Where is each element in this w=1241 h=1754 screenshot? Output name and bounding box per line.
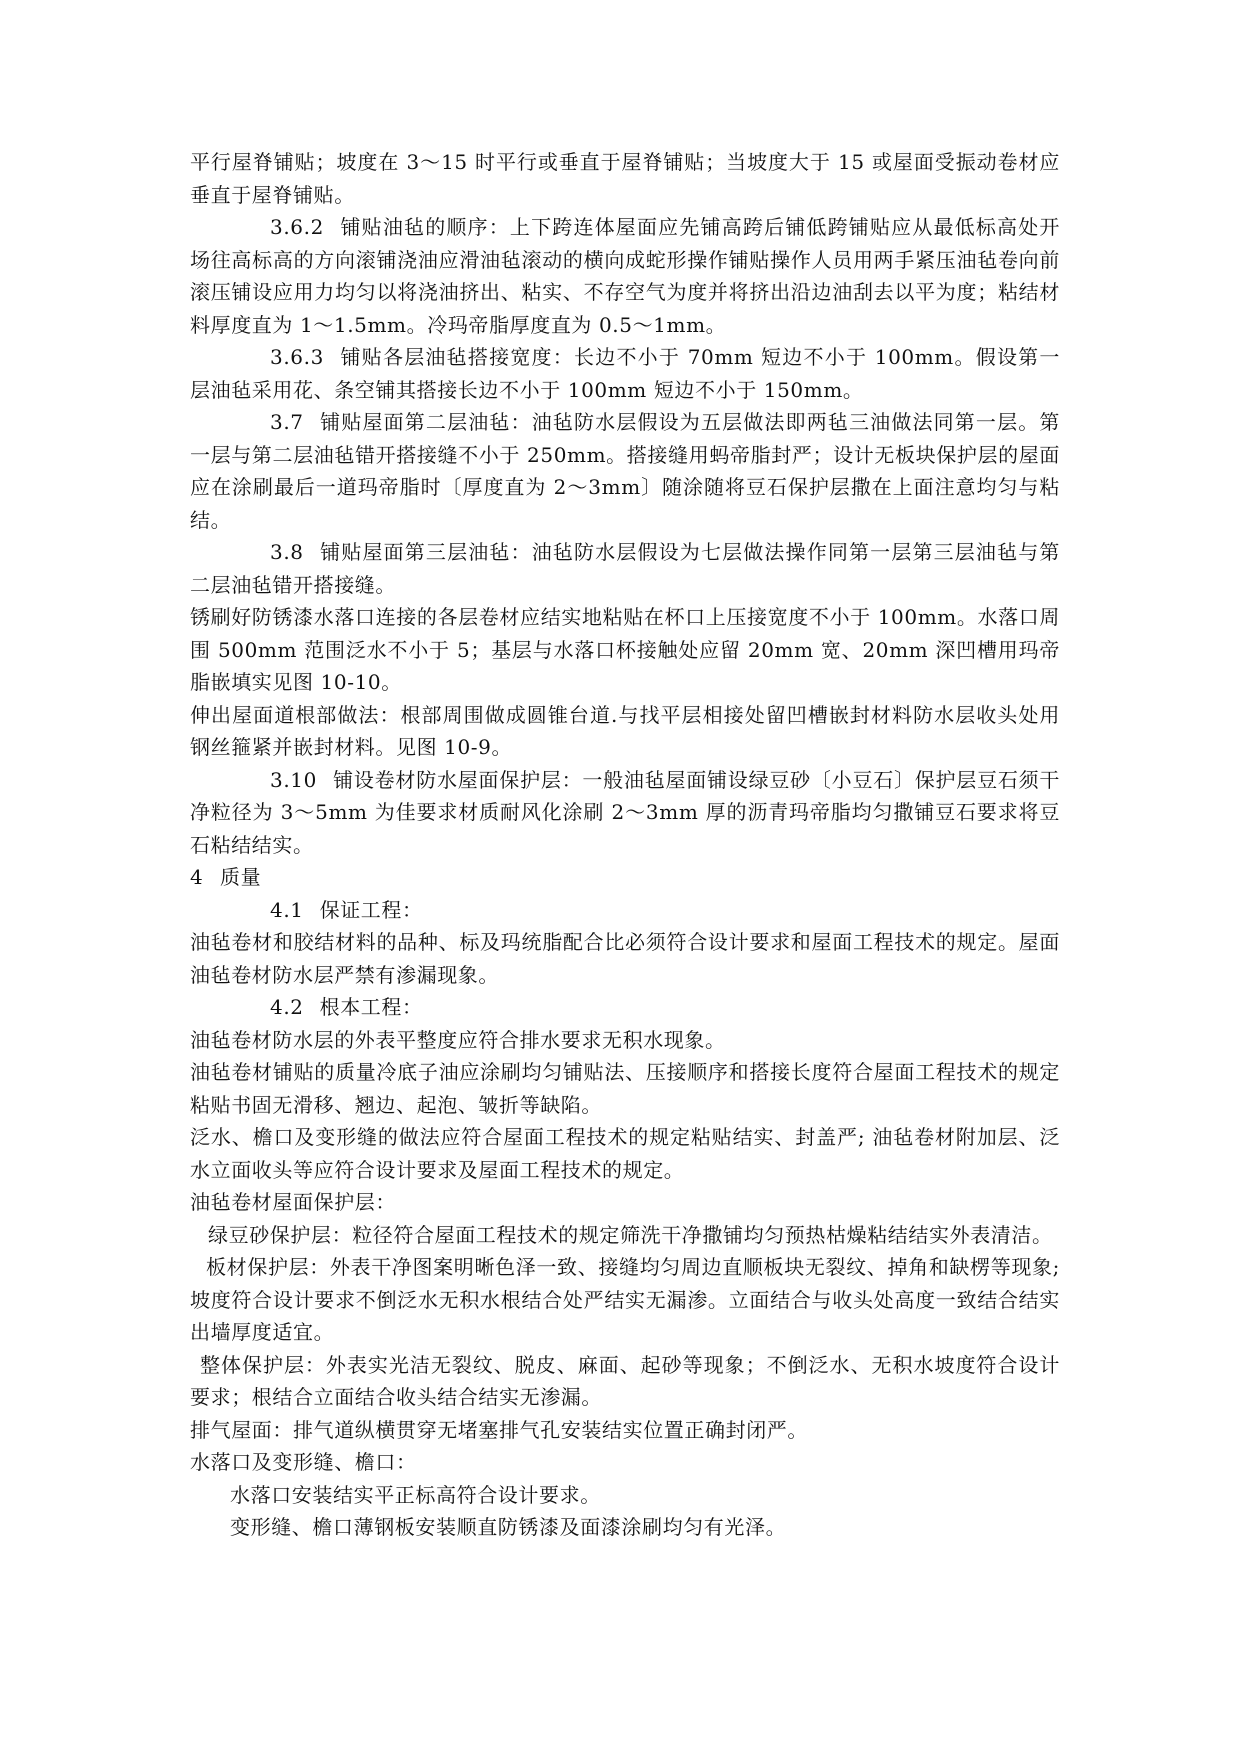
section-3-10 bbox=[190, 764, 1060, 862]
paragraph-text: 铺贴屋面第二层油毡：油毡防水层假设为五层做法即两毡三油做法同第一层。第一层与第二层油毡错开搭接缝不小于 250mm。搭接缝用蚂帝脂封严；设计无板块保护层的屋面应在涂刷最后一道玛帝脂时〔厚度直为 2～3mm〕随涂随将豆石保护层撒在上面注意均匀与粘结。 bbox=[190, 410, 1060, 532]
section-number: 3.7 bbox=[270, 410, 304, 434]
section-3-7 bbox=[190, 406, 1060, 536]
paragraph-materials-guarantee bbox=[190, 926, 1060, 991]
section-number: 4.2 bbox=[270, 995, 304, 1019]
paragraph-pipe-root bbox=[190, 699, 1060, 764]
paragraph-text: 油毡卷材和胶结材料的品种、标及玛统脂配合比必须符合设计要求和屋面工程技术的规定。屋面油毡卷材防水层严禁有渗漏现象。 bbox=[190, 930, 1060, 987]
section-number: 3.10 bbox=[270, 767, 317, 792]
paragraph-green-sand-layer bbox=[190, 1219, 1060, 1252]
paragraph-flashing bbox=[190, 1121, 1060, 1186]
section-number: 4 bbox=[190, 865, 204, 889]
paragraph-text: 变形缝、檐口薄钢板安装顺直防锈漆及面漆涂刷均匀有光泽。 bbox=[230, 1515, 787, 1539]
paragraph-text: 平行屋脊铺贴；坡度在 3～15 时平行或垂直于屋脊铺贴；当坡度大于 15 或屋面受振动卷材应垂直于屋脊铺贴。 bbox=[190, 150, 1060, 207]
paragraph-drain-install bbox=[190, 1479, 1060, 1512]
paragraph-text: 铺贴各层油毡搭接宽度：长边不小于 70mm 短边不小于 100mm。假设第一层油毡采用花、条空铺其搭接长边不小于 100mm 短边不小于 150mm。 bbox=[190, 345, 1060, 402]
paragraph-vented-roof bbox=[190, 1414, 1060, 1447]
paragraph-text: 油毡卷材铺贴的质量冷底子油应涂刷均匀铺贴法、压接顺序和搭接长度符合屋面工程技术的规定粘贴书固无滑移、翘边、起泡、皱折等缺陷。 bbox=[190, 1060, 1060, 1117]
paragraph-text: 油毡卷材屋面保护层： bbox=[190, 1190, 396, 1214]
paragraph-laying-quality bbox=[190, 1056, 1060, 1121]
paragraph-text: 整体保护层：外表实光洁无裂纹、脱皮、麻面、起砂等现象；不倒泛水、无积水坡度符合设计要求；根结合立面结合收头结合结实无渗漏。 bbox=[190, 1352, 1060, 1409]
section-3-6-3 bbox=[190, 341, 1060, 406]
paragraph-text: 根本工程： bbox=[319, 995, 423, 1019]
section-4-1 bbox=[190, 894, 1060, 927]
paragraph-protective-layer-title bbox=[190, 1186, 1060, 1219]
heading-4-quality bbox=[190, 861, 1060, 894]
paragraph-drain-outlet bbox=[190, 601, 1060, 699]
paragraph-eaves-install bbox=[190, 1511, 1060, 1544]
paragraph-text: 铺设卷材防水屋面保护层：一般油毡屋面铺设绿豆砂〔小豆石〕保护层豆石须干净粒径为 3～5mm 为佳要求材质耐风化涂刷 2～3mm 厚的沥青玛帝脂均匀撒铺豆石要求将豆石粘结结实。 bbox=[190, 767, 1060, 857]
paragraph-ridge-laying bbox=[190, 146, 1060, 211]
heading-text: 质量 bbox=[220, 865, 262, 889]
section-number: 4.1 bbox=[270, 897, 304, 922]
section-4-2 bbox=[190, 991, 1060, 1024]
paragraph-text: 油毡卷材防水层的外表平整度应符合排水要求无积水现象。 bbox=[190, 1027, 726, 1052]
section-3-8 bbox=[190, 536, 1060, 601]
paragraph-text: 保证工程： bbox=[319, 897, 423, 922]
paragraph-text: 锈刷好防锈漆水落口连接的各层卷材应结实地粘贴在杯口上压接宽度不小于 100mm。水落口周围 500mm 范围泛水不小于 5；基层与水落口杯接触处应留 20mm 宽、20mm 深凹槽用玛帝脂嵌填实见图 10-10。 bbox=[190, 605, 1060, 694]
paragraph-text: 绿豆砂保护层：粒径符合屋面工程技术的规定筛洗干净撒铺均匀预热枯燥粘结结实外表清洁。 bbox=[208, 1222, 1053, 1247]
paragraph-text: 排气屋面：排气道纵横贯穿无堵塞排气孔安装结实位置正确封闭严。 bbox=[190, 1417, 808, 1442]
paragraph-text: 泛水、檐口及变形缝的做法应符合屋面工程技术的规定粘贴结实、封盖严; 油毡卷材附加层、泛水立面收头等应符合设计要求及屋面工程技术的规定。 bbox=[190, 1125, 1060, 1182]
paragraph-text: 铺贴油毡的顺序：上下跨连体屋面应先铺高跨后铺低跨铺贴应从最低标高处开场往高标高的方向滚铺浇油应滑油毡滚动的横向成蛇形操作铺贴操作人员用两手紧压油毡卷向前滚压铺设应用力均匀以将浇油挤出、粘实、不存空气为度并将挤出沿边油刮去以平为度；粘结材料厚度直为 1～1.5mm。冷玛帝脂厚度直为 0.5～1mm。 bbox=[190, 215, 1060, 337]
paragraph-text: 水落口安装结实平正标高符合设计要求。 bbox=[230, 1482, 601, 1507]
document-body bbox=[190, 146, 1060, 1544]
paragraph-text: 伸出屋面道根部做法：根部周围做成圆锥台道.与找平层相接处留凹槽嵌封材料防水层收头处用钢丝箍紧并嵌封材料。见图 10-9。 bbox=[190, 702, 1060, 759]
paragraph-drain-eaves-title bbox=[190, 1446, 1060, 1479]
paragraph-integral-layer bbox=[190, 1349, 1060, 1414]
paragraph-text: 铺贴屋面第三层油毡：油毡防水层假设为七层做法操作同第一层第三层油毡与第二层油毡错开搭接缝。 bbox=[190, 540, 1060, 597]
section-number: 3.8 bbox=[270, 540, 304, 564]
paragraph-text: 板材保护层：外表干净图案明晰色泽一致、接缝均匀周边直顺板块无裂纹、掉角和缺楞等现象; 坡度符合设计要求不倒泛水无积水根结合处严结实无漏渗。立面结合与收头处高度一致结合结实出墙厚度适宜。 bbox=[190, 1255, 1060, 1344]
section-3-6-2 bbox=[190, 211, 1060, 341]
paragraph-slab-layer bbox=[190, 1251, 1060, 1349]
section-number: 3.6.3 bbox=[270, 345, 324, 369]
section-number: 3.6.2 bbox=[270, 215, 324, 239]
paragraph-flatness bbox=[190, 1024, 1060, 1057]
paragraph-text: 水落口及变形缝、檐口： bbox=[190, 1450, 417, 1474]
